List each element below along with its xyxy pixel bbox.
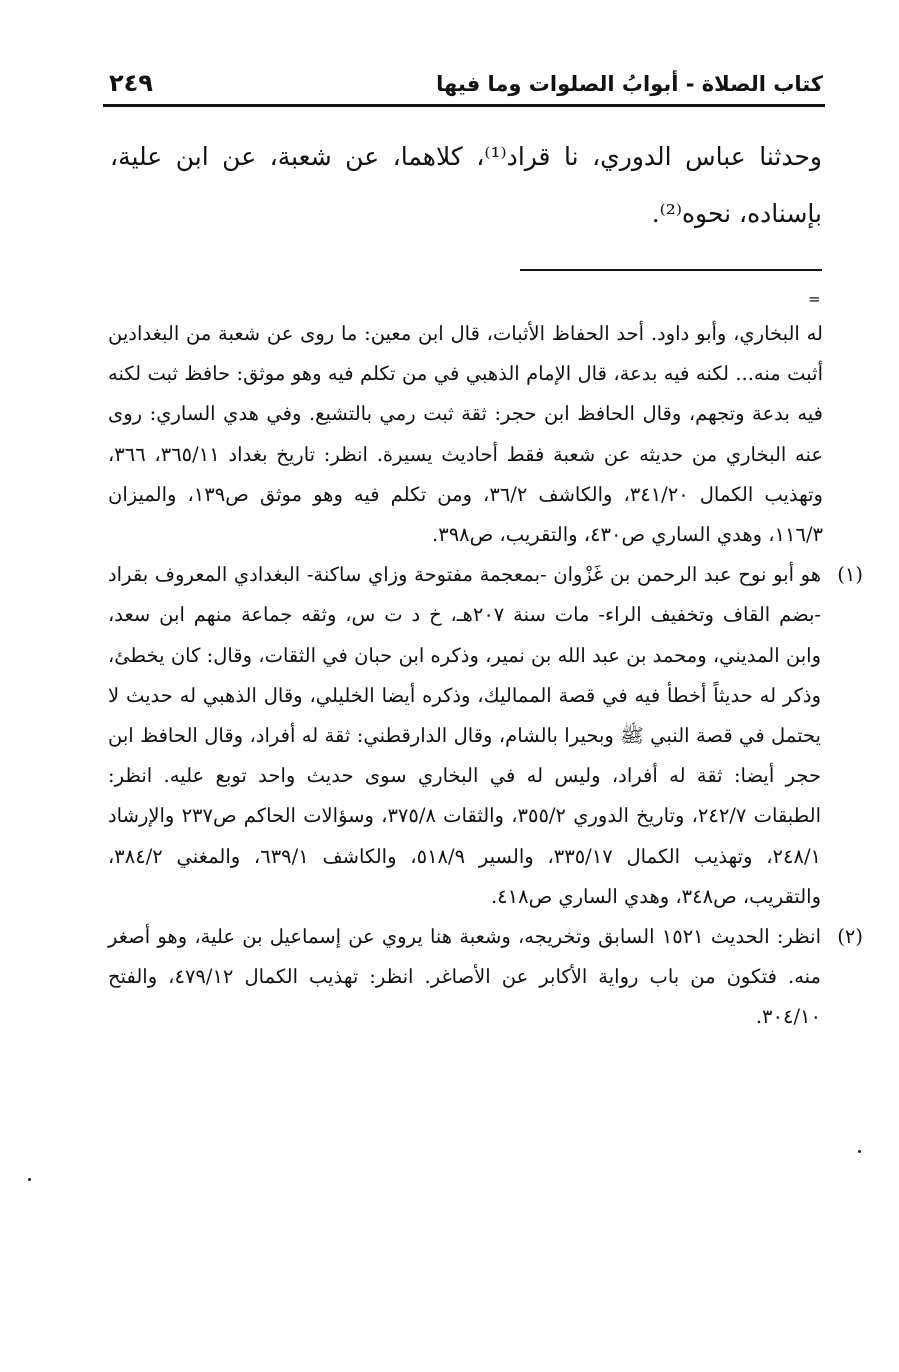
footnote-separator [520, 269, 822, 271]
footnote-continued-text: له البخاري، وأبو داود. أحد الحفاظ الأثبات، قال ابن معين: ما روى عن شعبة من البغدادين أثبت منه... لكنه فيه بدعة، قال الإمام الذهبي في من تكلم فيه وهو موثق: حافظ ثبت لكنه فيه بدعة وتجهم، وقال الحافظ ابن حجر: ثقة ثبت رمي بالتشيع. وفي هدي الساري: روى عنه البخاري من حديثه عن شعبة فقط أحاديث يسيرة. انظر: تاريخ بغداد ٣٦٥/١١، ٣٦٦، وتهذيب الكمال ٣٤١/٢٠، والكاشف ٣٦/٢، ومن تكلم فيه وهو موثق ص١٣٩، والميزان ١١٦/٣، وهدي الساري ص٤٣٠، والتقريب، ص٣٩٨. [108, 322, 823, 547]
footnote-2 [108, 917, 863, 1038]
header-divider [103, 104, 825, 107]
scan-speck [28, 1178, 31, 1181]
scan-speck [858, 1150, 861, 1153]
footnote-1 [108, 555, 863, 917]
footnote-2-text: انظر: الحديث ١٥٢١ السابق وتخريجه، وشعبة هنا يروي عن إسماعيل بن علية، وهو أصغر منه. فتكون من باب رواية الأكابر عن الأصاغر. انظر: تهذيب الكمال ٤٧٩/١٢، والفتح ٣٠٤/١٠. [108, 925, 822, 1029]
footnote-1-text: هو أبو نوح عبد الرحمن بن غَزْوان -بمعجمة مفتوحة وزاي ساكنة- البغدادي المعروف بقراد -بضم القاف وتخفيف الراء- مات سنة ٢٠٧هـ، خ د ت س، وثقه جماعة منهم ابن سعد، وابن المديني، ومحمد بن عبد الله بن نمير، وذكره ابن حبان في الثقات، وقال: كان يخطئ، وذكر له حديثاً أخطأ فيه في قصة المماليك، وذكره أيضا الخليلي، وقال الذهبي له حديث لا يحتمل في قصة النبي ﷺ وبحيرا بالشام، وقال الدارقطني: ثقة له أفراد، وقال الحافظ ابن حجر أيضا: ثقة له أفراد، وليس له في البخاري سوى حديث واحد توبع عليه. انظر: الطبقات ٢٤٢/٧، وتاريخ الدوري ٣٥٥/٢، والثقات ٣٧٥/٨، وسؤالات الحاكم ص٢٣٧ والإرشاد ٢٤٨/١، وتهذيب الكمال ٣٣٥/١٧، والسير ٥١٨/٩، والكاشف ٦٣٩/١، والمغني ٣٨٤/٢، والتقريب، ص٣٤٨، وهدي الساري ص٤١٨. [108, 563, 821, 908]
footnote-continuation-mark: = [808, 290, 821, 308]
footnote-1-number: (١) [837, 563, 863, 587]
page-number: ٢٤٩ [109, 69, 153, 97]
footnote-2-number: (٢) [837, 925, 863, 949]
main-text-paragraph: وحدثنا عباس الدوري، نا قراد⁽¹⁾، كلاهما، عن شعبة، عن ابن علية، بإسناده، نحوه⁽²⁾. [110, 142, 822, 228]
chapter-title: كتاب الصلاة - أبوابُ الصلوات وما فيها [436, 72, 823, 96]
running-header [103, 60, 825, 104]
footnotes-section [108, 314, 863, 1038]
